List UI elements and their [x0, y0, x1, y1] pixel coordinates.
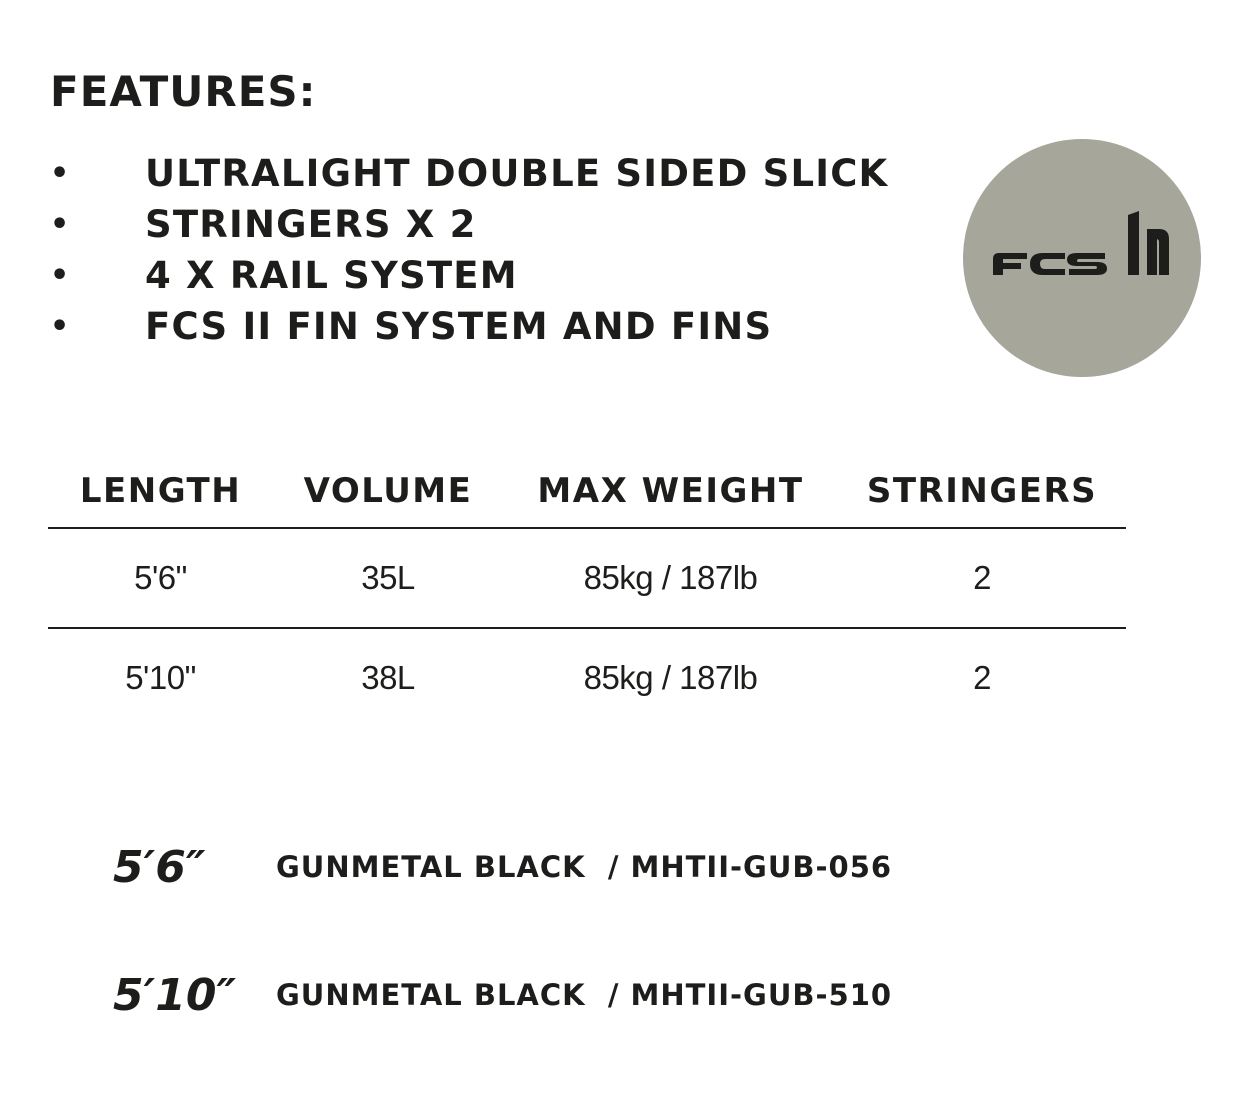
sku-size: 5′10″ [113, 970, 237, 1021]
cell-stringers: 2 [838, 528, 1126, 628]
sku-description: GUNMETAL BLACK / MHTII-GUB-510 [276, 978, 893, 1012]
sku-size: 5′6″ [113, 842, 206, 893]
fcs-ii-logo-icon [963, 139, 1201, 377]
column-header-length: LENGTH [48, 455, 273, 528]
cell-volume: 38L [361, 659, 415, 696]
column-header-stringers: STRINGERS [838, 455, 1126, 528]
cell-max-weight: 85kg / 187lb [583, 659, 758, 696]
cell-length: 5'6" [48, 528, 273, 628]
cell-length: 5'10" [125, 659, 196, 696]
feature-text: FCS II FIN SYSTEM AND FINS [145, 305, 773, 348]
bullet-icon: • [50, 309, 71, 344]
sku-description: GUNMETAL BLACK / MHTII-GUB-056 [276, 850, 893, 884]
feature-text: STRINGERS X 2 [145, 203, 477, 246]
column-header-max-weight: MAX WEIGHT [503, 455, 838, 528]
bullet-icon: • [50, 258, 71, 293]
spec-table [48, 455, 1126, 727]
bullet-icon: • [50, 207, 71, 242]
cell-stringers: 2 [973, 659, 991, 696]
cell-volume: 35L [273, 528, 503, 628]
cell-max-weight: 85kg / 187lb [503, 528, 838, 628]
feature-text: 4 X RAIL SYSTEM [145, 254, 518, 297]
bullet-icon: • [50, 156, 71, 191]
table-row [48, 628, 1126, 727]
feature-text: ULTRALIGHT DOUBLE SIDED SLICK [145, 152, 889, 195]
features-heading: FEATURES: [50, 67, 317, 116]
fcs-ii-logo-badge [963, 139, 1201, 377]
table-header-row [48, 455, 1126, 528]
table-row [48, 528, 1126, 628]
column-header-volume: VOLUME [273, 455, 503, 528]
